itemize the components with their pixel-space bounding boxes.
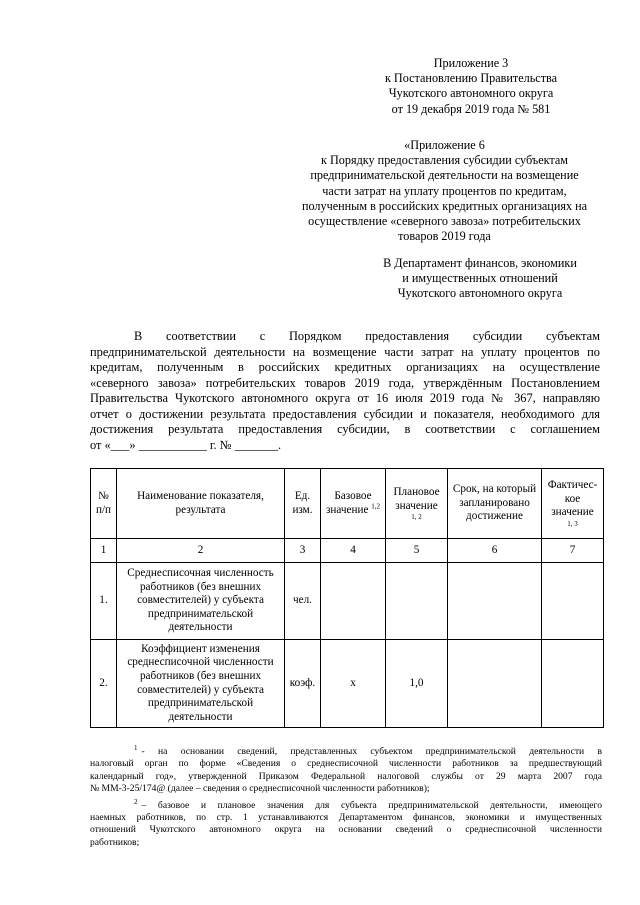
footnote-ref: 1,2 — [371, 501, 380, 510]
colnum: 3 — [285, 539, 321, 563]
colnum: 2 — [117, 539, 285, 563]
footnote-2-line: работников; — [90, 836, 140, 848]
colnum: 6 — [448, 539, 542, 563]
annex3-header — [346, 56, 596, 117]
annex3-line: от 19 декабря 2019 года № 581 — [391, 101, 551, 116]
annex3-line: Чукотского автономного округа — [388, 86, 554, 101]
row-unit: коэф. — [285, 640, 321, 728]
annex6-line: осуществление «северного завоза» потребительских — [308, 214, 581, 229]
row-base — [321, 563, 386, 640]
intro-line: отчет о достижении результата предоставления субсидии и показателя, необходимого для — [90, 406, 600, 421]
intro-line: Правительства Чукотского автономного округа от 16 июля 2019 года № 367, направляю — [90, 391, 600, 405]
header-num: № п/п — [91, 469, 117, 539]
annex3-line: Приложение 3 — [433, 56, 509, 70]
intro-line: от «___» ___________ г. № _______. — [90, 437, 282, 452]
row-term — [448, 640, 542, 728]
colnum: 7 — [542, 539, 604, 563]
intro-paragraph — [90, 329, 600, 453]
header-term: Срок, на который запланировано достижение — [448, 469, 542, 539]
annex6-header — [292, 138, 597, 244]
intro-line: достижения результата предоставления субсидии, в соответствии с соглашением — [90, 422, 600, 436]
colnum: 4 — [321, 539, 386, 563]
row-plan: 1,0 — [386, 640, 448, 728]
row-num: 2. — [91, 640, 117, 728]
header-fact: Фактичес-кое значение 1, 3 — [542, 469, 604, 539]
row-name: Коэффициент изменения среднесписочной численности работников (без внешних совместителей) у субъекта предпринимательской деятельности — [117, 640, 285, 728]
annex6-line: предпринимательской деятельности на возмещение — [310, 168, 579, 183]
annex6-line: «Приложение 6 — [404, 138, 485, 152]
intro-line: В соответствии с Порядком предоставления субсидии субъектам — [134, 329, 600, 343]
intro-line: «северного завоза» потребительских товаров 2019 года, утверждённым Постановлением — [90, 375, 600, 390]
footnote-2-line: $^2$ – базовое и плановое значения для субъекта предпринимательской деятельности, имеющего — [134, 797, 602, 811]
footnote-ref: 1, 3 — [567, 519, 578, 528]
row-fact — [542, 640, 604, 728]
header-unit: Ед. изм. — [285, 469, 321, 539]
row-plan — [386, 563, 448, 640]
header-name: Наименование показателя, результата — [117, 469, 285, 539]
footnote-1-line: $^1$ - на основании сведений, представленных субъектом предпринимательской деятельности в — [134, 744, 602, 757]
report-table — [90, 468, 604, 728]
annex6-line: полученным в российских кредитных организациях на — [301, 198, 588, 213]
footnote-2-line: отношений Чукотского автономного округа на основании сведений о среднесписочной численности — [90, 824, 602, 836]
colnum: 1 — [91, 539, 117, 563]
footnote-1-line: календарный год», утвержденной Приказом Федеральной налоговой службы от 29 марта 2007 года — [90, 770, 602, 782]
intro-line: кредитам, полученным в российских кредитных организациях на осуществление — [90, 360, 600, 374]
addressee-block — [375, 256, 585, 302]
annex6-line: товаров 2019 года — [398, 229, 491, 244]
table-row — [91, 640, 604, 728]
row-num: 1. — [91, 563, 117, 640]
table-row — [91, 563, 604, 640]
footnote-1-line: № ММ-3-25/174@ (далее – сведения о среднесписочной численности работников); — [90, 783, 430, 795]
intro-line: предпринимательской деятельности на возмещение части затрат на уплату процентов по — [90, 344, 600, 359]
annex3-line: к Постановлению Правительства — [384, 71, 558, 86]
header-plan: Плановое значение 1, 2 — [386, 469, 448, 539]
column-numbers-row — [91, 539, 604, 563]
colnum: 5 — [386, 539, 448, 563]
footnote-2-line: наемных работников, по стр. 1 устанавливаются Департаментом финансов, экономики и имущественных — [90, 812, 602, 824]
annex6-line: к Порядку предоставления субсидии субъектам — [321, 153, 568, 168]
addressee-line: и имущественных отношений — [402, 271, 558, 286]
row-term — [448, 563, 542, 640]
row-unit: чел. — [285, 563, 321, 640]
footnote-1-mark: 1 — [134, 744, 138, 752]
table-header-row — [91, 469, 604, 539]
row-base: х — [321, 640, 386, 728]
footnote-ref: 1, 2 — [411, 513, 422, 522]
addressee-line: Чукотского автономного округа — [397, 286, 563, 301]
addressee-line: В Департамент финансов, экономики — [383, 256, 577, 270]
footnote-2-mark: 2 — [134, 797, 138, 806]
row-name: Среднесписочная численность работников (без внешних совместителей) у субъекта предпринимательской деятельности — [117, 563, 285, 640]
header-base: Базовое значение $^{1,2}$ — [321, 469, 386, 539]
row-fact — [542, 563, 604, 640]
footnotes — [90, 742, 602, 849]
footnote-1-line: налоговый орган по форме «Сведения о среднесписочной численности работников за предшествующий — [90, 758, 602, 770]
annex6-line: части затрат на уплату процентов по кредитам, — [322, 183, 567, 198]
